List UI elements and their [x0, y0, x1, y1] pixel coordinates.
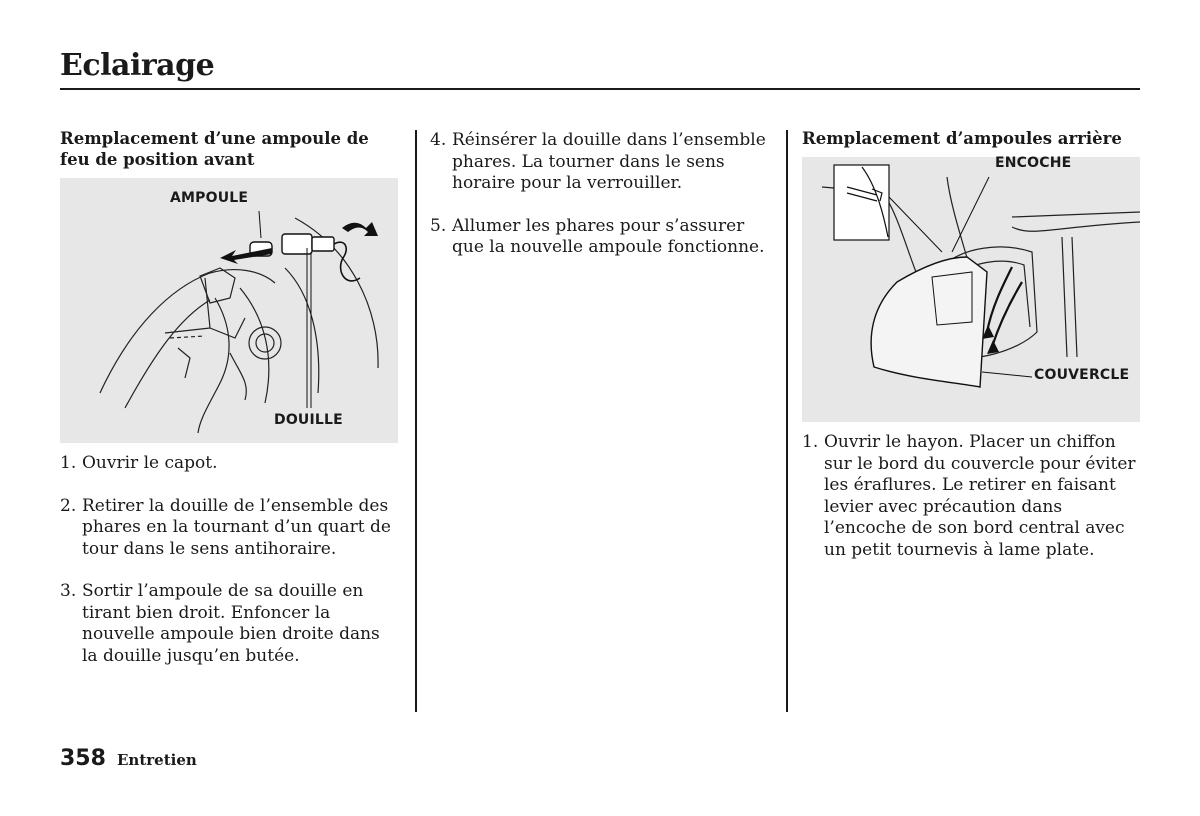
section-heading: Remplacement d’ampoules arrière: [802, 129, 1122, 148]
column-divider: [786, 130, 788, 712]
step-text: Ouvrir le capot.: [82, 453, 218, 473]
step-number: 2.: [60, 495, 77, 516]
list-item: [802, 432, 1140, 561]
step-number: 3.: [60, 581, 77, 601]
rear-bulb-illustration: [802, 157, 1140, 422]
list-item: [60, 453, 400, 475]
step-text: Sortir l’ampoule de sa douille en tirant bien droit. Enfoncer la nouvelle ampoule bien droite dans la douille jusqu’en butée.: [82, 581, 380, 666]
cover-label: COUVERCLE: [1034, 367, 1130, 383]
column-rear-bulbs: [802, 128, 1140, 582]
list-item: [60, 581, 400, 667]
headlight-drawing: [60, 178, 398, 443]
socket-label: DOUILLE: [274, 412, 343, 428]
page-title: Eclairage: [60, 48, 215, 83]
instruction-list: [60, 453, 400, 667]
step-text: Ouvrir le hayon. Placer un chiffon sur le bord du couvercle pour éviter les éraflures. Le retirer en faisant levier avec précaution dans l’encoche de son bord central avec un petit tournevis à lame plate.: [824, 432, 1136, 560]
list-item: [60, 496, 400, 561]
step-text: Allumer les phares pour s’assurer que la nouvelle ampoule fonctionne.: [452, 215, 765, 257]
instruction-list: [430, 130, 775, 259]
step-number: 4.: [430, 130, 447, 150]
step-number: 1.: [802, 432, 819, 452]
section-heading: Remplacement d’une ampoule de feu de position avant: [60, 129, 369, 169]
notch-label: ENCOCHE: [995, 155, 1072, 171]
column-divider: [415, 130, 417, 712]
section-name: Entretien: [117, 751, 197, 769]
column-front-bulb: [60, 128, 400, 688]
step-text: Retirer la douille de l’ensemble des phares en la tournant d’un quart de tour dans le sens antihoraire.: [82, 495, 391, 559]
list-item: [430, 216, 775, 259]
title-rule: [60, 88, 1140, 90]
step-number: 1.: [60, 453, 77, 473]
step-number: 5.: [430, 215, 447, 236]
front-bulb-illustration: [60, 178, 398, 443]
column-continued-steps: [430, 130, 775, 280]
instruction-list: [802, 432, 1140, 561]
bulb-label: AMPOULE: [170, 190, 249, 206]
page-number: 358: [60, 746, 106, 771]
step-text: Réinsérer la douille dans l’ensemble phares. La tourner dans le sens horaire pour la verrouiller.: [452, 130, 766, 193]
list-item: [430, 130, 775, 195]
